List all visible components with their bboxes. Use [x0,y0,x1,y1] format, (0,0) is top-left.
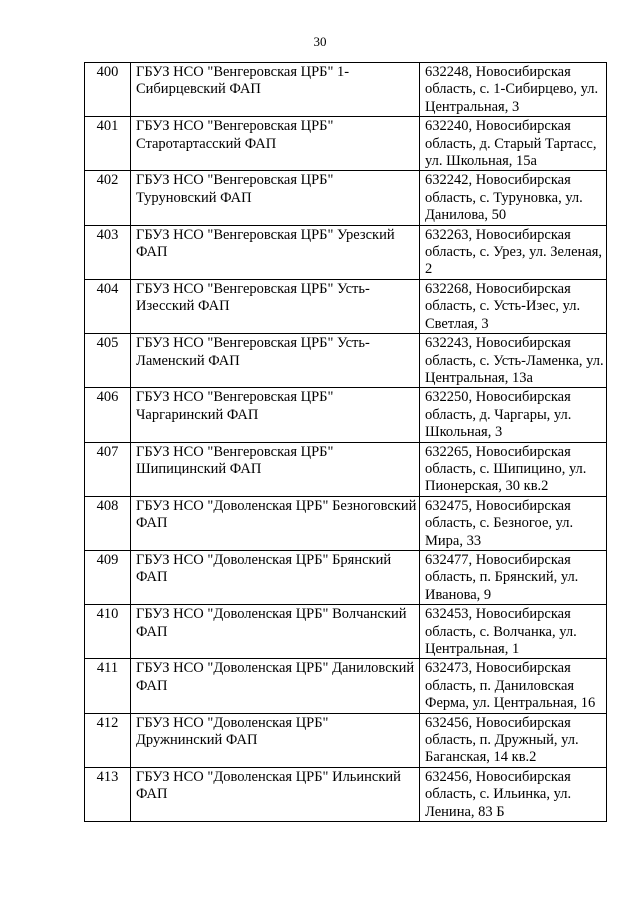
row-number: 404 [85,279,131,333]
organization-name: ГБУЗ НСО "Венгеровская ЦРБ" Усть-Ламенский ФАП [131,334,420,388]
facilities-table [84,62,607,822]
organization-name: ГБУЗ НСО "Доволенская ЦРБ" Волчанский ФАП [131,605,420,659]
row-number: 400 [85,63,131,117]
address: 632263, Новосибирская область, с. Урез, ул. Зеленая, 2 [420,225,607,279]
table-row [85,334,607,388]
address: 632240, Новосибирская область, д. Старый Тартасс, ул. Школьная, 15а [420,117,607,171]
table-row [85,605,607,659]
row-number: 405 [85,334,131,388]
table-row [85,279,607,333]
table-row [85,442,607,496]
organization-name: ГБУЗ НСО "Венгеровская ЦРБ" Усть-Изесский ФАП [131,279,420,333]
organization-name: ГБУЗ НСО "Венгеровская ЦРБ" Чаргаринский ФАП [131,388,420,442]
table-row [85,63,607,117]
row-number: 409 [85,550,131,604]
table-row [85,496,607,550]
row-number: 401 [85,117,131,171]
address: 632477, Новосибирская область, п. Брянский, ул. Иванова, 9 [420,550,607,604]
table-row [85,388,607,442]
table-row [85,171,607,225]
organization-name: ГБУЗ НСО "Доволенская ЦРБ" Дружнинский ФАП [131,713,420,767]
table-row [85,659,607,713]
address: 632456, Новосибирская область, с. Ильинка, ул. Ленина, 83 Б [420,767,607,821]
row-number: 407 [85,442,131,496]
row-number: 413 [85,767,131,821]
row-number: 402 [85,171,131,225]
table-row [85,225,607,279]
organization-name: ГБУЗ НСО "Доволенская ЦРБ" Безноговский ФАП [131,496,420,550]
address: 632456, Новосибирская область, п. Дружный, ул. Баганская, 14 кв.2 [420,713,607,767]
organization-name: ГБУЗ НСО "Венгеровская ЦРБ" Урезский ФАП [131,225,420,279]
address: 632242, Новосибирская область, с. Туруновка, ул. Данилова, 50 [420,171,607,225]
row-number: 410 [85,605,131,659]
row-number: 412 [85,713,131,767]
organization-name: ГБУЗ НСО "Венгеровская ЦРБ" 1-Сибирцевский ФАП [131,63,420,117]
address: 632268, Новосибирская область, с. Усть-Изес, ул. Светлая, 3 [420,279,607,333]
row-number: 406 [85,388,131,442]
table-row [85,550,607,604]
table-row [85,713,607,767]
row-number: 403 [85,225,131,279]
row-number: 411 [85,659,131,713]
organization-name: ГБУЗ НСО "Доволенская ЦРБ" Брянский ФАП [131,550,420,604]
organization-name: ГБУЗ НСО "Венгеровская ЦРБ" Шипицинский ФАП [131,442,420,496]
organization-name: ГБУЗ НСО "Венгеровская ЦРБ" Туруновский ФАП [131,171,420,225]
organization-name: ГБУЗ НСО "Доволенская ЦРБ" Даниловский ФАП [131,659,420,713]
page-number: 30 [313,34,327,49]
table-row [85,767,607,821]
organization-name: ГБУЗ НСО "Венгеровская ЦРБ" Старотартасский ФАП [131,117,420,171]
address: 632265, Новосибирская область, с. Шипицино, ул. Пионерская, 30 кв.2 [420,442,607,496]
row-number: 408 [85,496,131,550]
address: 632243, Новосибирская область, с. Усть-Ламенка, ул. Центральная, 13а [420,334,607,388]
address: 632453, Новосибирская область, с. Волчанка, ул. Центральная, 1 [420,605,607,659]
facilities-table-body [85,63,607,822]
address: 632475, Новосибирская область, с. Безногое, ул. Мира, 33 [420,496,607,550]
address: 632473, Новосибирская область, п. Даниловская Ферма, ул. Центральная, 16 [420,659,607,713]
address: 632250, Новосибирская область, д. Чаргары, ул. Школьная, 3 [420,388,607,442]
organization-name: ГБУЗ НСО "Доволенская ЦРБ" Ильинский ФАП [131,767,420,821]
table-row [85,117,607,171]
address: 632248, Новосибирская область, с. 1-Сибирцево, ул. Центральная, 3 [420,63,607,117]
